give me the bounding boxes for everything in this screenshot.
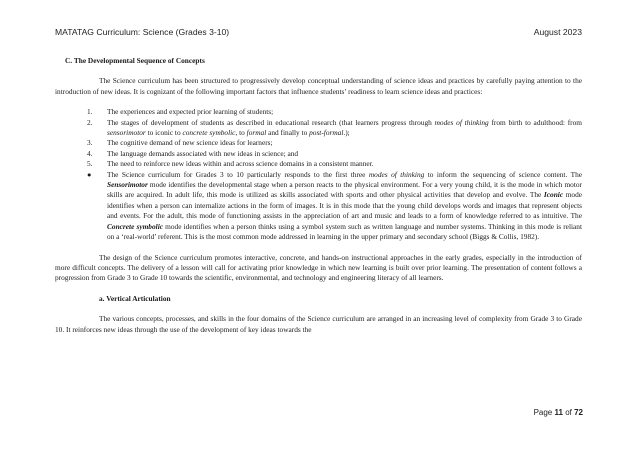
section-a-heading: a. Vertical Articulation: [99, 293, 171, 303]
header-date: August 2023: [533, 27, 582, 37]
section-c-heading: C. The Developmental Sequence of Concepts: [65, 56, 205, 65]
header-title: MATATAG Curriculum: Science (Grades 3-10): [55, 27, 230, 37]
page-footer: Page 11 of 72: [533, 408, 583, 417]
list-item: ● The Science curriculum for Grades 3 to 10 particularly responds to the first three modes of thinking to inform the sequencing of science content. The Sensorimotor mode identifies the developmental stage when a person reacts to the physical environment. For a very young child, it is the mode in which motor skills are acquired. In adult life, this mode is utilized as skills associated with sports and other physical activities that develop and evolve. The Iconic mode identifies when a person can internalize actions in the form of images. It is in this mode that the young child develops words and images that represent objects and events. For the adult, this mode of functioning assists in the appreciation of art and music and leads to a form of knowledge referred to as intuitive. The Concrete symbolic mode identifies when a person thinks using a symbol system such as written language and number systems. Thinking in this mode is reliant on a ‘real-world’ referent. This is the most common mode addressed in learning in the upper primary and secondary school (Biggs & Collis, 1982).: [87, 169, 583, 242]
list-number: 5.: [87, 159, 93, 169]
list-item: 5. The need to reinforce new ideas within and across science domains in a consistent manner.: [87, 159, 374, 169]
list-number: 1.: [87, 107, 93, 117]
document-body: [55, 56, 582, 335]
factors-list: [55, 107, 582, 169]
list-item: 3. The cognitive demand of new science ideas for learners;: [87, 138, 273, 148]
bullet-icon: ●: [87, 169, 92, 179]
section-c-intro: The Science curriculum has been structured to progressively develop conceptual understanding of science ideas and practices by carefully paying attention to the introduction of new ideas. It is cognizant of the following important factors that influence students’ readiness to learn science ideas and practices:: [55, 76, 582, 96]
design-paragraph: The design of the Science curriculum promotes interactive, concrete, and hands-on instructional approaches in the early grades, especially in the introduction of more difficult concepts. The delivery of a lesson will call for activating prior knowledge in which new learning is built over prior learning. The presentation of content follows a progression from Grade 3 to Grade 10 towards the scientific, environmental, and technology and engineering literacy of all learners.: [55, 252, 582, 283]
list-item: 1. The experiences and expected prior learning of students;: [87, 107, 274, 117]
list-number: 4.: [87, 148, 93, 158]
vertical-articulation-paragraph: The various concepts, processes, and skills in the four domains of the Science curriculum are arranged in an increasing level of complexity from Grade 3 to Grade 10. It reinforces new ideas through the use of the development of key ideas towards the: [55, 314, 582, 334]
list-number: 3.: [87, 138, 93, 148]
page-number: 11: [554, 408, 563, 417]
list-item: 2. The stages of development of students as described in educational research (that learners progress through modes of thinking from birth to adulthood: from sensorimotor to iconic to concrete symbolic, to formal and finally to post-formal.);: [87, 117, 583, 138]
list-item: 4. The language demands associated with new ideas in science; and: [87, 148, 299, 158]
page-total: 72: [574, 408, 583, 417]
modes-bullet-list: [55, 170, 582, 243]
list-number: 2.: [87, 117, 93, 127]
